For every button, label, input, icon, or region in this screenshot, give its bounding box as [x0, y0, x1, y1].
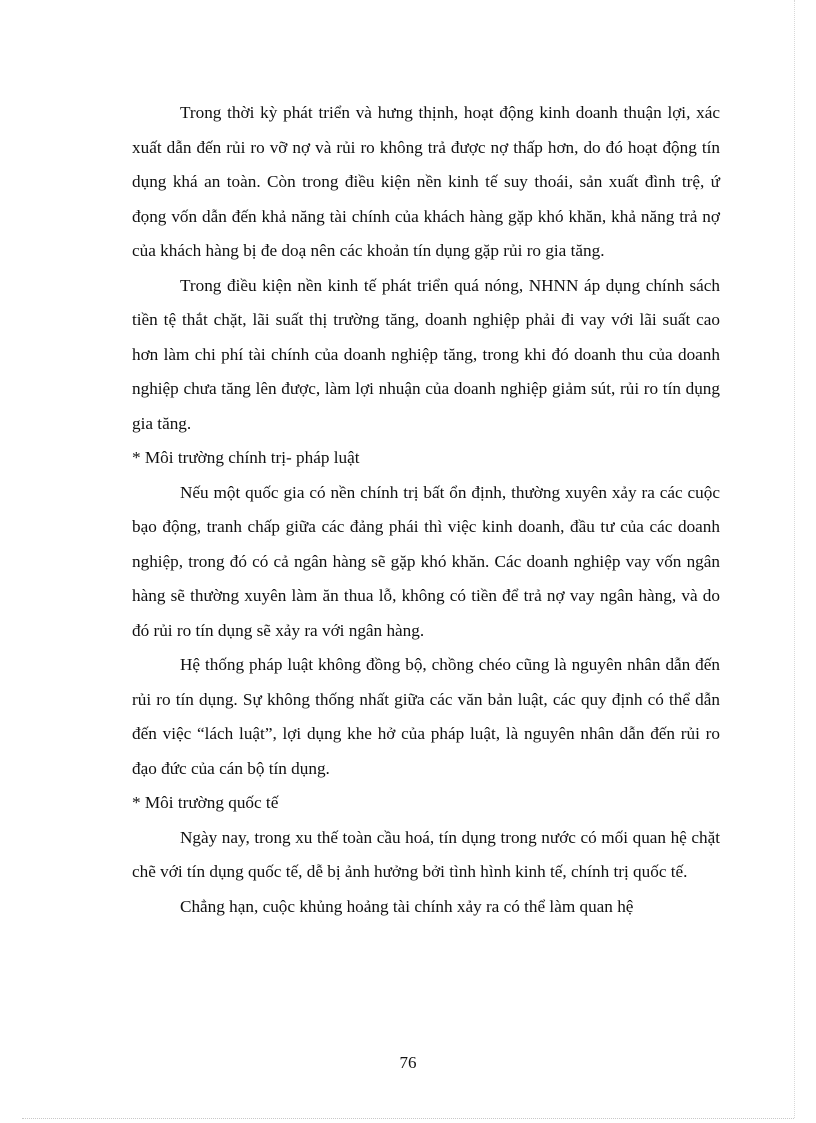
paragraph-globalization: Ngày nay, trong xu thế toàn cầu hoá, tín dụng trong nước có mối quan hệ chặt chẽ với tín dụng quốc tế, dễ bị ảnh hưởng bởi tình hình kinh tế, chính trị quốc tế. [132, 827, 720, 881]
paragraph-political-instability: Nếu một quốc gia có nền chính trị bất ổn định, thường xuyên xảy ra các cuộc bạo động, tranh chấp giữa các đảng phái thì việc kinh doanh, đầu tư của các doanh nghiệp, trong đó có cả ngân hàng sẽ gặp khó khăn. Các doanh nghiệp vay vốn ngân hàng sẽ thường xuyên làm ăn thua lỗ, không có tiền để trả nợ vay ngân hàng, và do đó rủi ro tín dụng sẽ xảy ra với ngân hàng. [132, 482, 720, 640]
paragraph-legal-system: Hệ thống pháp luật không đồng bộ, chồng chéo cũng là nguyên nhân dẫn đến rủi ro tín dụng. Sự không thống nhất giữa các văn bản luật, các quy định có thể dẫn đến việc “lách luật”, lợi dụng khe hở của pháp luật, là nguyên nhân dẫn đến rủi ro đạo đức của cán bộ tín dụng. [132, 655, 720, 778]
body-text [132, 96, 720, 924]
page-edge-bottom [22, 1118, 794, 1119]
paragraph-financial-crisis: Chẳng hạn, cuộc khủng hoảng tài chính xảy ra có thể làm quan hệ [180, 896, 634, 916]
section-heading-international: * Môi trường quốc tế [132, 793, 279, 812]
paragraph-economic-cycle: Trong thời kỳ phát triển và hưng thịnh, hoạt động kinh doanh thuận lợi, xác xuất dẫn đến rủi ro vỡ nợ và rủi ro không trả được nợ thấp hơn, do đó hoạt động tín dụng khá an toàn. Còn trong điều kiện nền kinh tế suy thoái, sản xuất đình trệ, ứ đọng vốn dẫn đến khả năng tài chính của khách hàng gặp khó khăn, khả năng trả nợ của khách hàng bị đe doạ nên các khoản tín dụng gặp rủi ro gia tăng. [132, 103, 720, 260]
page-edge-right [794, 0, 795, 1118]
page-number: 76 [399, 1053, 417, 1072]
section-heading-political-legal: * Môi trường chính trị- pháp luật [132, 448, 360, 467]
paragraph-monetary-policy: Trong điều kiện nền kinh tế phát triển quá nóng, NHNN áp dụng chính sách tiền tệ thắt chặt, lãi suất thị trường tăng, doanh nghiệp phải đi vay với lãi suất cao hơn làm chi phí tài chính của doanh nghiệp tăng, trong khi đó doanh thu của doanh nghiệp chưa tăng lên được, làm lợi nhuận của doanh nghiệp giảm sút, rủi ro tín dụng gia tăng. [132, 275, 720, 433]
